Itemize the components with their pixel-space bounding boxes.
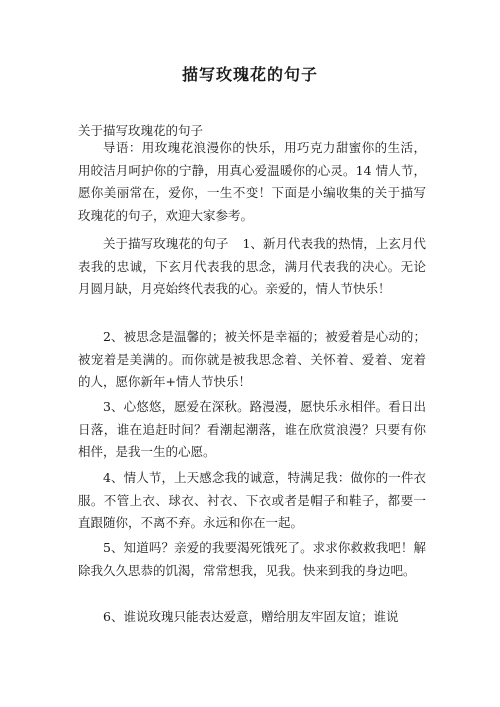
paragraph-2: 2、被思念是温馨的；被关怀是幸福的；被爱着是心动的；被宠着是美满的。而你就是被我思念着、关怀着、爱着、宠着的人，愿你新年+情人节快乐！ — [78, 329, 426, 390]
paragraph-4: 4、情人节，上天感念我的诚意，特满足我：做你的一件衣服。不管上衣、球衣、衬衣、下衣或者是帽子和鞋子，都要一直跟随你，不离不弃。永远和你在一起。 — [78, 470, 426, 531]
section-subheading: 关于描写玫瑰花的句子 — [78, 123, 204, 138]
paragraph-1 — [78, 233, 426, 301]
paragraph-6: 6、谁说玫瑰只能表达爱意，赠给朋友牢固友谊；谁说 — [103, 609, 399, 624]
paragraph-5: 5、知道吗？亲爱的我要渴死饿死了。求求你救救我吧！解除我久久思恭的饥渴，常常想我，见我。快来到我的身边吧。 — [78, 540, 426, 578]
paragraph-1-lead: 关于描写玫瑰花的句子 — [103, 236, 229, 251]
paragraph-3: 3、心悠悠，愿爱在深秋。路漫漫，愿快乐永相伴。看日出日落，谁在追赶时间？看潮起潮落，谁在欣赏浪漫？只要有你相伴，是我一生的心愿。 — [78, 399, 426, 460]
intro-paragraph: 导语：用玫瑰花浪漫你的快乐，用巧克力甜蜜你的生活，用皎洁月呵护你的宁静，用真心爱温暖你的心灵。14 情人节，愿你美丽常在，爱你，一生不变！下面是小编收集的关于描写玫瑰花的句子，欢迎大家参考。 — [78, 140, 426, 223]
document-title: 描写玫瑰花的句子 — [181, 65, 318, 84]
paragraph-1-text: 1、新月代表我的热情，上玄月代表我的忠诚，下玄月代表我的思念，满月代表我的决心。无论月圆月缺，月亮始终代表我的心。亲爱的，情人节快乐！ — [78, 236, 426, 297]
